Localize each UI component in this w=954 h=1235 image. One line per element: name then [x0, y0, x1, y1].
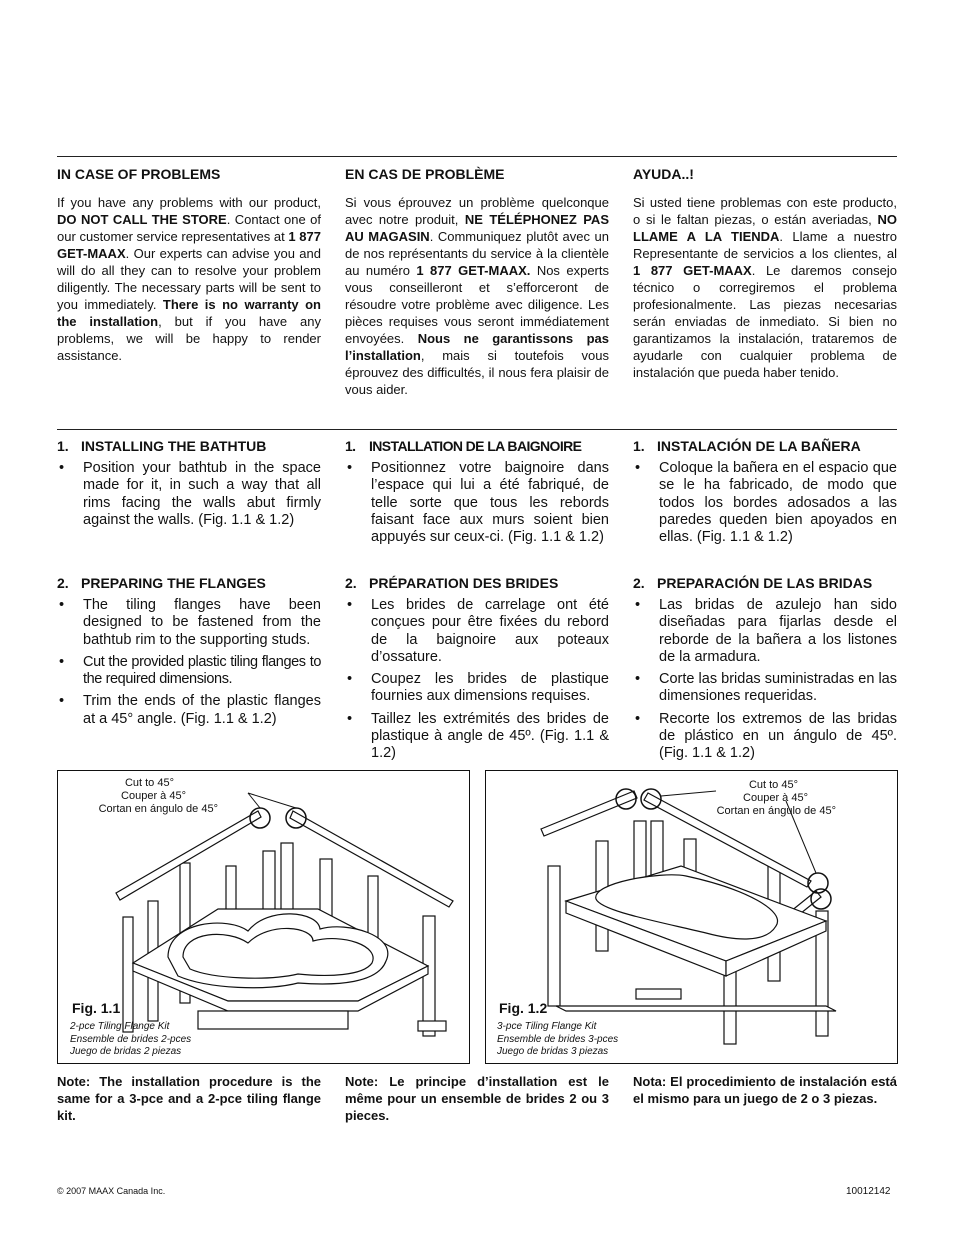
fig2-label: Fig. 1.2	[499, 1000, 548, 1016]
top-rule	[57, 156, 897, 157]
list-item: • The tiling flanges have been designed to be fastened from the bathtub rim to the supporting studs.	[59, 597, 321, 648]
fig1-callout: Cut to 45° Couper à 45° Cortan en ángulo de 45°	[98, 777, 218, 815]
problems-es-text: Si usted tiene problemas con este producto, o si le faltan piezas, o están averiadas, NO LLAME A LA TIENDA. Llame a nuestro Representante de servicios a los clientes, al 1 877 GET-MAAX. Le daremos consejo técnico o corregiremos el problema profesionalmente. Las piezas necesarias serán enviadas de inmediato. Si bien no garantizamos la instalación, trataremos de ayudarle con cualquier problema de instalación que pueda haber tenido.	[633, 195, 897, 380]
note-fr: Note: Le principe d’installation est le même pour un ensemble de brides 2 ou 3 pieces.	[345, 1074, 609, 1123]
problems-es-title: AYUDA..!	[633, 166, 694, 182]
list-item: • Les brides de carrelage ont été conçues pour être fixées du rebord de la baignoire aux poteaux d’ossature.	[347, 597, 609, 665]
list-item: • Coupez les brides de plastique fournies aux dimensions requises.	[347, 671, 609, 705]
list-item: • Position your bathtub in the space made for it, in such a way that all rims facing the walls abut firmly against the walls. (Fig. 1.1 & 1.2)	[59, 460, 321, 528]
list-item: • Trim the ends of the plastic flanges at a 45° angle. (Fig. 1.1 & 1.2)	[59, 693, 321, 727]
list-item: • Taillez les extrémités des brides de plastique à angle de 45º. (Fig. 1.1 & 1.2)	[347, 710, 609, 762]
problems-fr	[345, 166, 609, 398]
problems-fr-text: Si vous éprouvez un problème quelconque avec notre produit, NE TÉLÉPHONEZ PAS AU MAGASIN. Communiquez plutôt avec un de nos représentants du service à la clientèle au numéro 1 877 GET-MAAX. Nos experts vous conseilleront et s’efforceront de résoudre votre problème avec diligence. Les pièces requises vous seront immédiatement envoyées. Nous ne garantissons pas l’installation, mais si toutefois vous éprouvez des difficultés, il nous fera plaisir de vous aider.	[345, 195, 609, 397]
section2-fr	[345, 575, 609, 768]
list-item: • Coloque la bañera en el espacio que se le ha fabricado, de modo que todos los bordes adosados a las paredes queden bien apoyados en ellas. (Fig. 1.1 & 1.2)	[635, 460, 897, 546]
section1-en-title: 1. INSTALLING THE BATHTUB	[57, 438, 267, 454]
fig1-label: Fig. 1.1	[72, 1000, 121, 1016]
section1-es-title: 1. INSTALACIÓN DE LA BAÑERA	[633, 438, 861, 454]
list-item: • Corte las bridas suministradas en las dimensiones requeridas.	[635, 671, 897, 705]
fig2-callout: Cut to 45° Couper à 45° Cortan en ángulo de 45°	[716, 779, 836, 817]
list-item: • Recorte los extremos de las bridas de plástico en un ángulo de 45º. (Fig. 1.1 & 1.2)	[635, 710, 897, 762]
section1-fr	[345, 438, 609, 551]
list-item: • Positionnez votre baignoire dans l’espace qui lui a été fabriqué, de telle sorte que tous les rebords faisant face aux murs soient bien appuyés sur ceux-ci. (Fig. 1.1 & 1.2)	[347, 460, 609, 546]
note-es: Nota: El procedimiento de instalación está el mismo para un juego de 2 o 3 piezas.	[633, 1074, 897, 1106]
figure-1-1	[57, 770, 470, 1064]
fig2-kit-label: 3-pce Tiling Flange Kit Ensemble de brides 3-pces Juego de bridas 3 piezas	[497, 1021, 619, 1057]
list-item: • Las bridas de azulejo han sido diseñadas para fijarlas desde el reborde de la bañera a los listones de la armadura.	[635, 597, 897, 665]
section1-fr-title: 1. INSTALLATION DE LA BAIGNOIRE	[345, 438, 582, 454]
problems-en-text: If you have any problems with our product, DO NOT CALL THE STORE. Contact one of our customer service representatives at 1 877 GET-MAAX. Our experts can advise you and will do all they can to resolve your problem diligently. The necessary parts will be sent to you immediately. There is no warranty on the installation, but if you have any problems, we will be happy to render assistance.	[57, 195, 322, 363]
section2-en	[57, 575, 321, 733]
section2-en-title: 2. PREPARING THE FLANGES	[57, 575, 266, 591]
fig1-kit-label: 2-pce Tiling Flange Kit Ensemble de brides 2-pces Juego de bridas 2 piezas	[70, 1021, 192, 1057]
figure-1-2	[485, 770, 898, 1064]
section-rule	[57, 429, 897, 430]
section2-fr-title: 2. PRÉPARATION DES BRIDES	[345, 575, 559, 591]
doc-number: 10012142	[846, 1186, 891, 1197]
problems-en-title: IN CASE OF PROBLEMS	[57, 166, 221, 182]
problems-en	[57, 166, 321, 364]
problems-fr-title: EN CAS DE PROBLÈME	[345, 166, 505, 182]
copyright: © 2007 MAAX Canada Inc.	[57, 1186, 166, 1196]
section1-es	[633, 438, 897, 551]
problems-es	[633, 166, 897, 381]
section2-es	[633, 575, 897, 768]
list-item: • Cut the provided plastic tiling flanges to the required dimensions.	[59, 653, 321, 688]
note-en: Note: The installation procedure is the same for a 3-pce and a 2-pce tiling flange kit.	[57, 1074, 321, 1123]
section2-es-title: 2. PREPARACIÓN DE LAS BRIDAS	[633, 575, 873, 591]
section1-en	[57, 438, 321, 534]
